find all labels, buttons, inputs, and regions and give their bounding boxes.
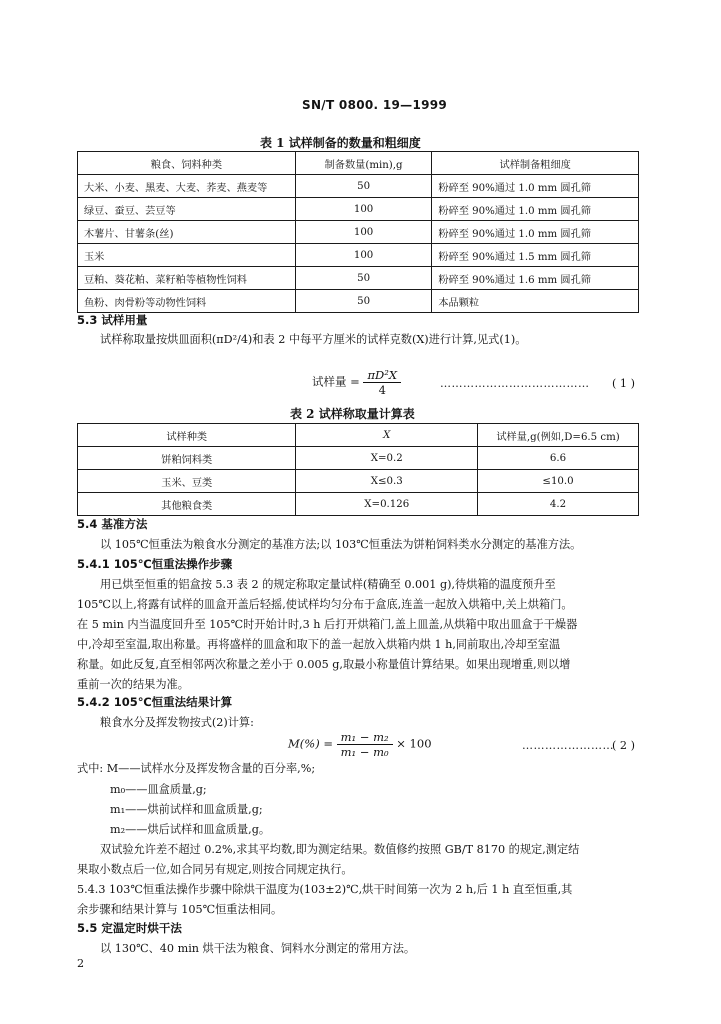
- table-row: [78, 290, 639, 313]
- table-cell: 饼粕饲料类: [78, 447, 296, 470]
- section-5-4-2-heading: 5.4.2 105℃恒重法结果计算: [77, 695, 233, 709]
- table-cell: X=0.2: [296, 447, 478, 470]
- table-row: [78, 244, 639, 267]
- table-cell: X=0.126: [296, 493, 478, 516]
- formula-1-denominator: 4: [378, 383, 386, 397]
- table-cell: 其他粮食类: [78, 493, 296, 516]
- section-5-4-1-line: 中,冷却至室温,取出称量。再将盛样的皿盒和取下的盖一起放入烘箱内烘 1 h,同前取出,冷却至室温: [77, 638, 561, 651]
- formula-1-number: ( 1 ): [612, 377, 635, 390]
- section-5-3-text: 试样称取量按烘皿面积(πD²/4)和表 2 中每平方厘米的试样克数(X)进行计算,见式(1)。: [100, 333, 527, 346]
- formula-2: [288, 730, 432, 759]
- table-cell: 100: [295, 221, 432, 244]
- section-5-4-1-line: 重前一次的结果为准。: [77, 678, 189, 691]
- section-5-4-1-line: 105℃以上,将露有试样的皿盒开盖后轻摇,使试样均匀分布于盒底,连盖一起放入烘箱中,关上烘箱门。: [77, 598, 573, 611]
- table-cell: 粉碎至 90%通过 1.0 mm 圆孔筛: [432, 175, 639, 198]
- tolerance-line: 果取小数点后一位,如合同另有规定,则按合同规定执行。: [77, 863, 353, 876]
- table2-header-row: [78, 424, 639, 447]
- where-line: m₂——烘后试样和皿盒质量,g。: [110, 823, 271, 836]
- table-cell: 粉碎至 90%通过 1.0 mm 圆孔筛: [432, 198, 639, 221]
- section-5-4-3-line: 5.4.3 103℃恒重法操作步骤中除烘干温度为(103±2)℃,烘干时间第一次为 2 h,后 1 h 直至恒重,其: [77, 883, 573, 896]
- table-cell: 100: [295, 244, 432, 267]
- document-header: SN/T 0800. 19—1999: [302, 98, 448, 112]
- section-5-4-1-line: 用已烘至恒重的铝盒按 5.3 表 2 的规定称取定量试样(精确至 0.001 g),待烘箱的温度预升至: [100, 578, 556, 591]
- formula-2-numerator: m₁ − m₂: [337, 730, 393, 745]
- section-5-5-text: 以 130℃、40 min 烘干法为粮食、饲料水分测定的常用方法。: [100, 942, 416, 955]
- section-5-4-1-line: 称量。如此反复,直至相邻两次称量之差小于 0.005 g,取最小称量值计算结果。如果出现增重,则以增: [77, 658, 571, 671]
- table-row: [78, 198, 639, 221]
- section-5-4-heading: 5.4 基准方法: [77, 517, 148, 531]
- formula-2-tail: × 100: [396, 736, 432, 751]
- table1-header-cell: 制备数量(min),g: [295, 152, 432, 175]
- formula-1-numerator: πD²X: [363, 368, 401, 383]
- table-cell: 粉碎至 90%通过 1.6 mm 圆孔筛: [432, 267, 639, 290]
- formula-1: [312, 368, 401, 397]
- section-5-4-1-line: 在 5 min 内当温度回升至 105℃时开始计时,3 h 后打开烘箱门,盖上皿盖,从烘箱中取出皿盒于干燥器: [77, 618, 578, 631]
- section-5-4-2-text: 粮食水分及挥发物按式(2)计算:: [100, 716, 254, 729]
- section-5-4-text: 以 105℃恒重法为粮食水分测定的基准方法;以 103℃恒重法为饼粕饲料类水分测定的基准方法。: [100, 538, 582, 551]
- formula-1-lhs: 试样量 =: [312, 374, 360, 389]
- table-cell: 玉米: [78, 244, 296, 267]
- table1: [77, 151, 639, 313]
- table-cell: 100: [295, 198, 432, 221]
- table-cell: 鱼粉、肉骨粉等动物性饲料: [78, 290, 296, 313]
- table-row: [78, 221, 639, 244]
- table-row: [78, 493, 639, 516]
- table-cell: ≤10.0: [478, 470, 639, 493]
- table-cell: 大米、小麦、黑麦、大麦、荞麦、燕麦等: [78, 175, 296, 198]
- table-cell: 50: [295, 267, 432, 290]
- table2-header-cell: 试样量,g(例如,D=6.5 cm): [478, 424, 639, 447]
- formula-2-leader: ……………………: [522, 739, 614, 752]
- table-row: [78, 447, 639, 470]
- section-5-3-heading: 5.3 试样用量: [77, 313, 148, 327]
- table-cell: X≤0.3: [296, 470, 478, 493]
- section-5-5-heading: 5.5 定温定时烘干法: [77, 921, 182, 935]
- table-row: [78, 175, 639, 198]
- formula-2-number: ( 2 ): [612, 739, 635, 752]
- table-cell: 6.6: [478, 447, 639, 470]
- formula-2-fraction: [337, 730, 393, 759]
- table1-caption: 表 1 试样制备的数量和粗细度: [260, 136, 421, 150]
- section-5-4-1-heading: 5.4.1 105℃恒重法操作步骤: [77, 557, 233, 571]
- table2-caption: 表 2 试样称取量计算表: [290, 407, 415, 421]
- table-cell: 绿豆、蚕豆、芸豆等: [78, 198, 296, 221]
- table2: [77, 423, 639, 516]
- section-5-4-3-line: 余步骤和结果计算与 105℃恒重法相同。: [77, 903, 283, 916]
- table1-header-row: [78, 152, 639, 175]
- formula-2-lhs: M(%) =: [288, 736, 333, 751]
- table2-header-cell: 试样种类: [78, 424, 296, 447]
- table-cell: 粉碎至 90%通过 1.5 mm 圆孔筛: [432, 244, 639, 267]
- table-cell: 4.2: [478, 493, 639, 516]
- table-cell: 50: [295, 290, 432, 313]
- table-row: [78, 470, 639, 493]
- table-cell: 50: [295, 175, 432, 198]
- table-cell: 粉碎至 90%通过 1.0 mm 圆孔筛: [432, 221, 639, 244]
- table-cell: 玉米、豆类: [78, 470, 296, 493]
- where-line: m₁——烘前试样和皿盒质量,g;: [110, 803, 263, 816]
- tolerance-line: 双试验允许差不超过 0.2%,求其平均数,即为测定结果。数值修约按照 GB/T 8170 的规定,测定结: [100, 843, 580, 856]
- formula-1-fraction: [363, 368, 401, 397]
- table-row: [78, 267, 639, 290]
- table-cell: 木薯片、甘薯条(丝): [78, 221, 296, 244]
- table-cell: 豆粕、葵花粕、菜籽粕等植物性饲料: [78, 267, 296, 290]
- formula-1-leader: …………………………………: [440, 377, 590, 390]
- formula-2-denominator: m₁ − m₀: [340, 745, 389, 759]
- where-line: 式中: M——试样水分及挥发物含量的百分率,%;: [77, 762, 316, 775]
- page-number: 2: [77, 957, 85, 970]
- table1-header-cell: 试样制备粗细度: [432, 152, 639, 175]
- where-line: m₀——皿盒质量,g;: [110, 783, 207, 796]
- table-cell: 本品颗粒: [432, 290, 639, 313]
- table1-header-cell: 粮食、饲料种类: [78, 152, 296, 175]
- table2-header-cell: X: [296, 424, 478, 447]
